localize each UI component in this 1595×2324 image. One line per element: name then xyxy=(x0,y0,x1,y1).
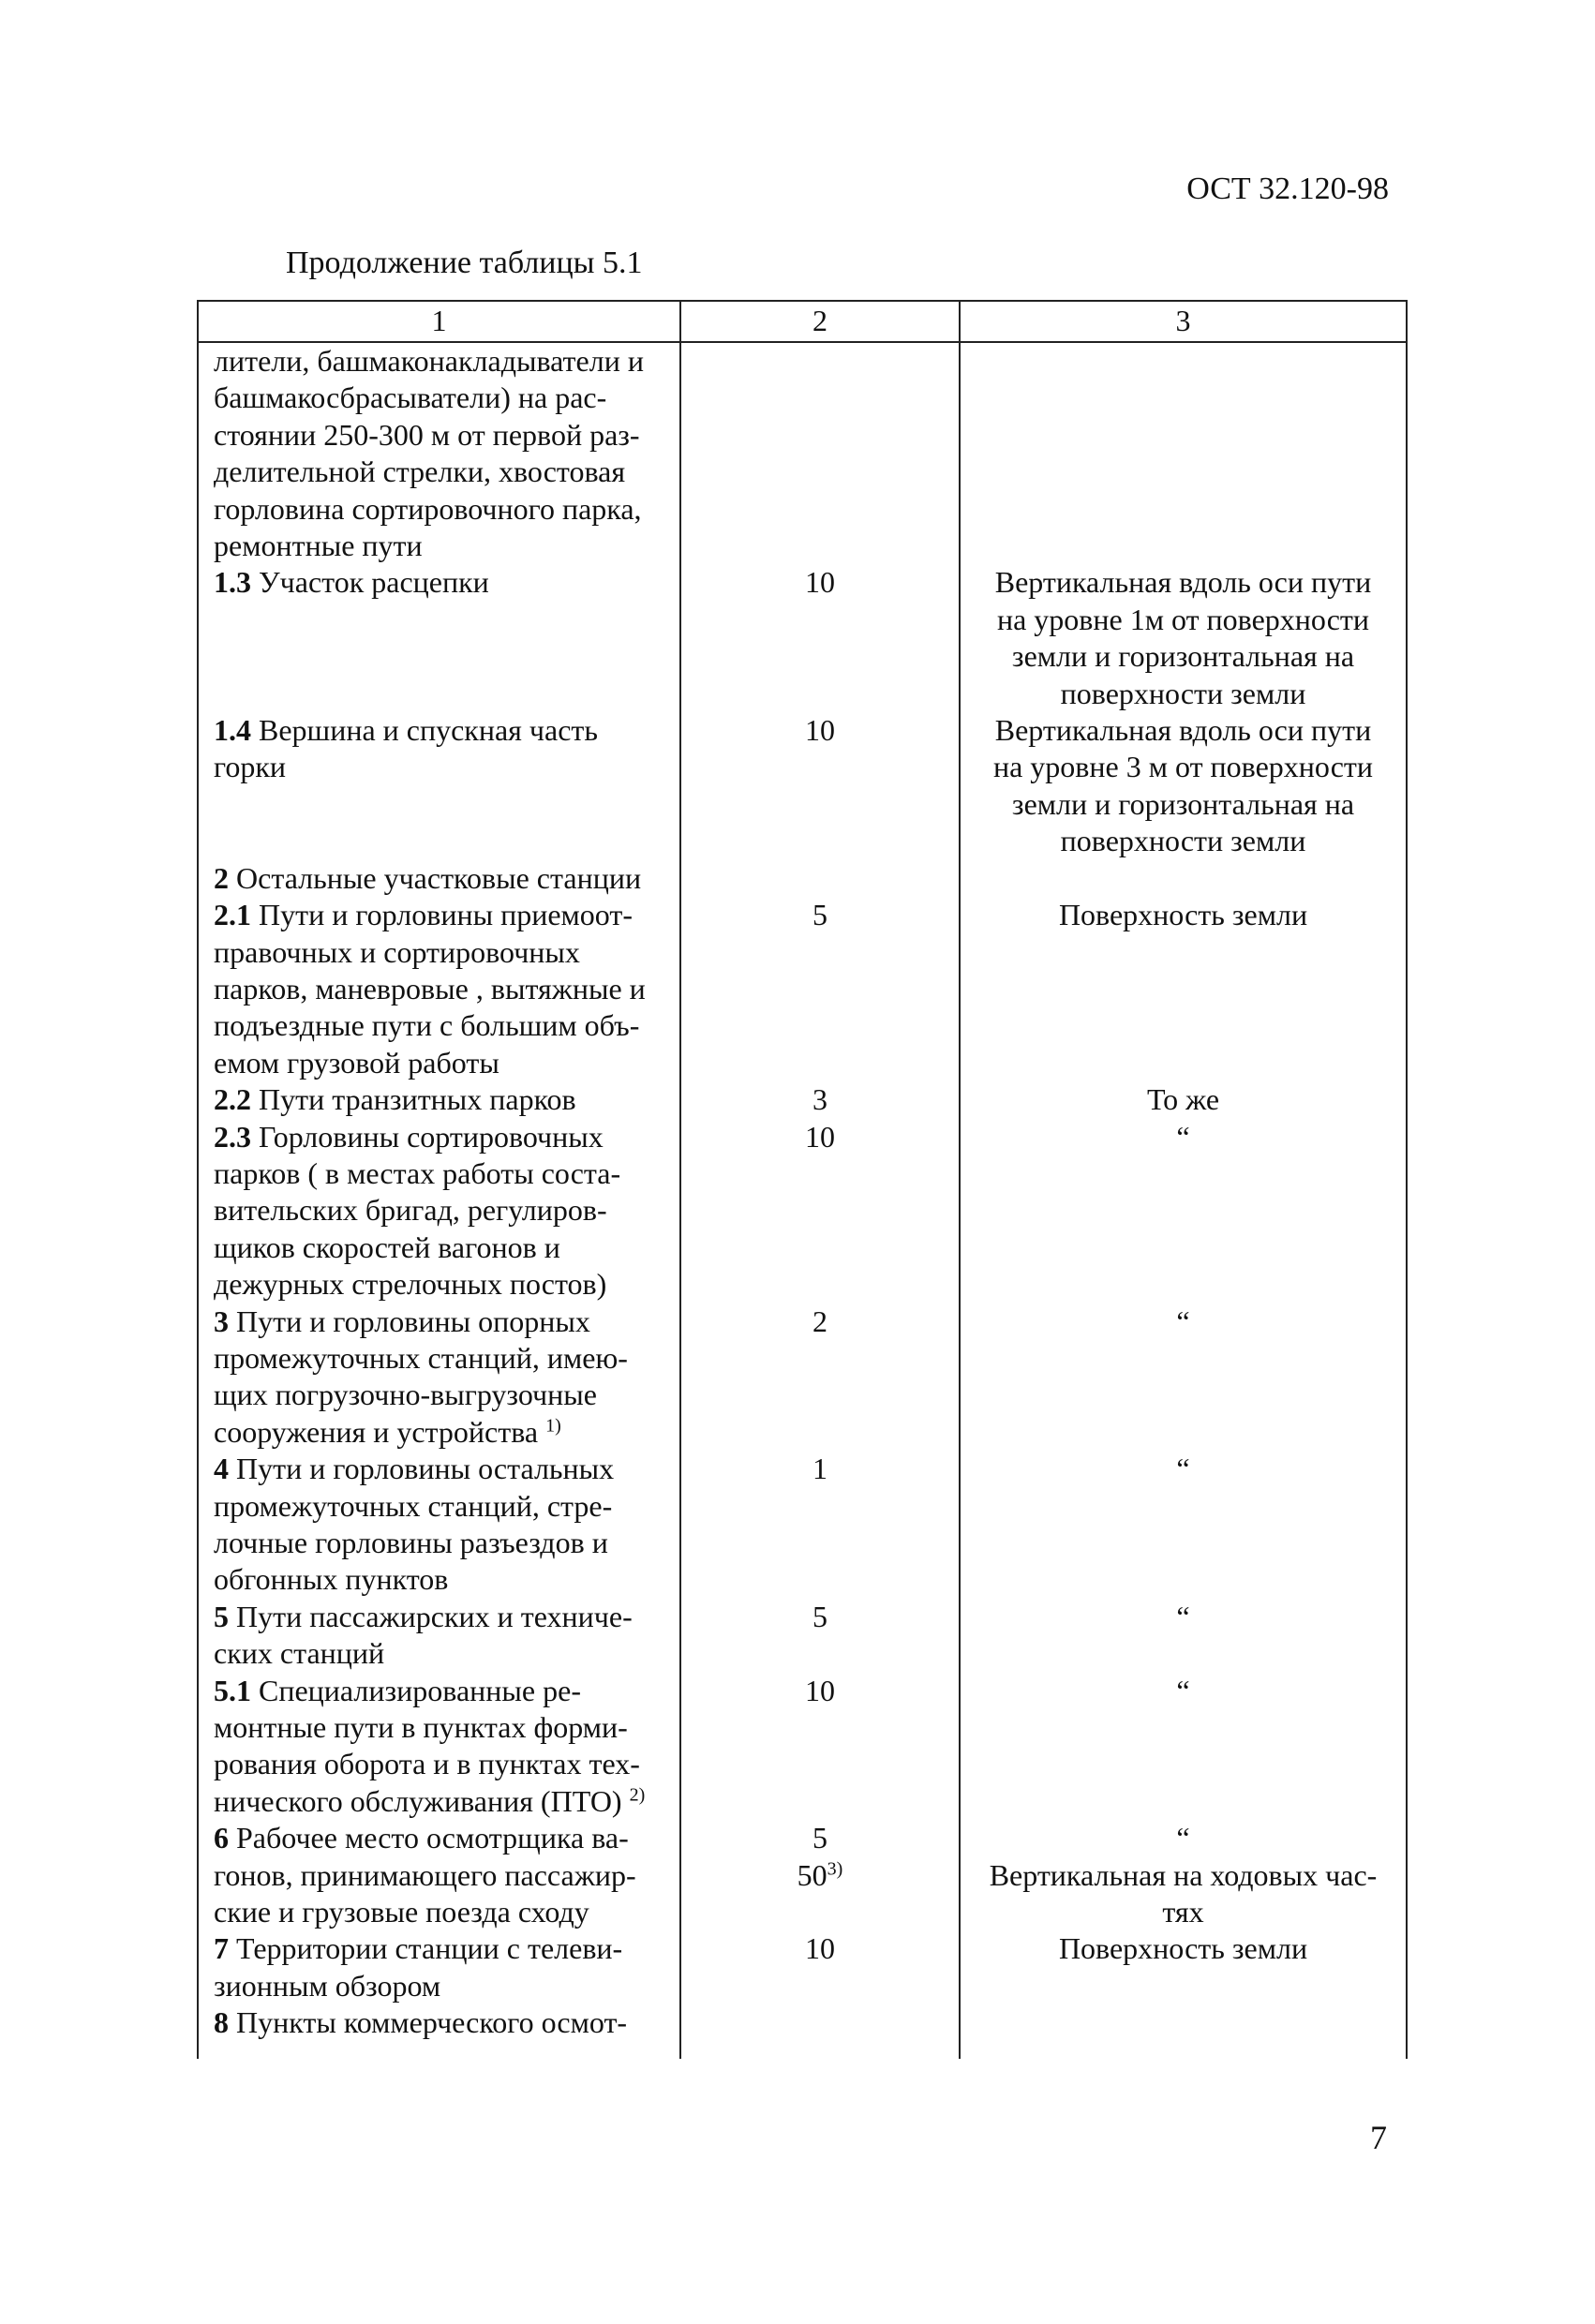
item-number: 6 xyxy=(214,1821,229,1855)
cell-norm-value xyxy=(680,712,960,860)
description-line xyxy=(214,897,668,933)
cell-plane xyxy=(960,1119,1407,1304)
description-line xyxy=(214,1525,668,1561)
cell-norm-value xyxy=(680,1119,960,1304)
cell-description xyxy=(198,1930,680,2004)
item-number: 1.4 xyxy=(214,713,251,748)
cell-description xyxy=(198,342,680,564)
description-line xyxy=(214,1968,668,2004)
norm-value-text: 10 xyxy=(805,565,835,600)
description-line xyxy=(214,1414,668,1451)
table-row xyxy=(198,1599,1407,1673)
description-text: нического обслуживания (ПТО) xyxy=(214,1783,622,1818)
plane-text: земли и горизонтальная на xyxy=(1011,786,1355,821)
description-text: рования оборота и в пунктах тех- xyxy=(214,1747,640,1781)
table-row xyxy=(198,1930,1407,2004)
description-text: щиков скоростей вагонов и xyxy=(214,1229,560,1264)
description-text: гонов, принимающего пассажир- xyxy=(214,1857,636,1892)
description-line xyxy=(214,1045,668,1081)
norm-value-text: 1 xyxy=(812,1452,827,1486)
item-number: 1.3 xyxy=(214,565,251,600)
document-code: ОСТ 32.120-98 xyxy=(1186,171,1389,206)
cell-description xyxy=(198,897,680,1081)
table-row xyxy=(198,712,1407,860)
column-header-3: 3 xyxy=(960,301,1407,342)
description-line xyxy=(214,1930,668,1967)
description-text: зионным обзором xyxy=(214,1968,441,2003)
description-line xyxy=(214,712,668,749)
norm-value xyxy=(681,897,959,933)
item-number: 2 xyxy=(214,860,229,895)
norm-value xyxy=(681,712,959,749)
cell-description xyxy=(198,1599,680,1673)
norm-value-text: 10 xyxy=(805,1119,835,1154)
norm-value-text: 50 xyxy=(797,1857,827,1892)
description-line xyxy=(214,749,668,785)
cell-norm-value xyxy=(680,1081,960,1118)
description-text: парков ( в местах работы соста- xyxy=(214,1155,621,1190)
description-text: Пункты коммерческого осмот- xyxy=(229,2005,628,2040)
description-text: лочные горловины разъездов и xyxy=(214,1526,608,1559)
plane-text: поверхности земли xyxy=(1060,676,1306,710)
description-line xyxy=(214,1488,668,1525)
plane-text: “ xyxy=(1176,1821,1190,1855)
description-text: делительной стрелки, хвостовая xyxy=(214,454,626,489)
plane-text: “ xyxy=(1176,1304,1190,1338)
item-number: 5 xyxy=(214,1599,229,1633)
table-row xyxy=(198,342,1407,564)
description-line xyxy=(214,1451,668,1487)
column-header-1: 1 xyxy=(198,301,680,342)
description-text: парков, маневровые , вытяжные и xyxy=(214,971,646,1006)
norm-value xyxy=(681,1673,959,1709)
description-text: Пути и горловины приемоот- xyxy=(251,898,633,932)
cell-description xyxy=(198,1451,680,1599)
table-row xyxy=(198,1119,1407,1304)
description-text: щих погрузочно-выгрузочные xyxy=(214,1378,597,1412)
description-text: Территории станции с телеви- xyxy=(229,1931,623,1966)
plane-text: Вертикальная на ходовых час- xyxy=(989,1857,1378,1892)
plane-text: земли и горизонтальная на xyxy=(1011,639,1355,674)
lighting-norms-table xyxy=(197,300,1408,2059)
description-line xyxy=(214,1635,668,1672)
description-line xyxy=(214,1192,668,1229)
description-text: подъездные пути с большим объ- xyxy=(214,1008,640,1043)
plane-text: на уровне 3 м от поверхности xyxy=(992,750,1374,784)
norm-value xyxy=(681,1857,959,1894)
description-line xyxy=(214,1229,668,1266)
description-line xyxy=(214,1783,668,1820)
item-number: 5.1 xyxy=(214,1673,251,1707)
item-number: 2.3 xyxy=(214,1119,251,1154)
description-line xyxy=(214,454,668,490)
cell-plane xyxy=(960,1599,1407,1673)
description-line xyxy=(214,1304,668,1340)
plane-text: на уровне 1м от поверхности xyxy=(996,602,1370,636)
cell-plane xyxy=(960,1304,1407,1452)
cell-plane xyxy=(960,564,1407,712)
table-row xyxy=(198,1451,1407,1599)
description-line xyxy=(214,417,668,454)
description-line xyxy=(214,1599,668,1635)
cell-plane xyxy=(960,1820,1407,1930)
description-text: ских станций xyxy=(214,1636,385,1671)
plane-text: поверхности земли xyxy=(1060,824,1306,858)
description-text: Пути пассажирских и техниче- xyxy=(229,1599,633,1633)
plane-text: Вертикальная вдоль оси пути xyxy=(994,713,1372,748)
table-row xyxy=(198,860,1407,897)
cell-norm-value xyxy=(680,860,960,897)
description-line xyxy=(214,2004,668,2041)
description-line xyxy=(214,934,668,971)
description-text: вительских бригад, регулиров- xyxy=(214,1193,607,1228)
description-text: обгонных пунктов xyxy=(214,1562,449,1597)
item-number: 2.2 xyxy=(214,1082,251,1117)
norm-value xyxy=(681,1820,959,1856)
plane-text: “ xyxy=(1176,1452,1190,1486)
description-line xyxy=(214,1266,668,1303)
norm-value xyxy=(681,1451,959,1487)
cell-description xyxy=(198,860,680,897)
norm-value xyxy=(681,1119,959,1155)
description-line xyxy=(214,1340,668,1377)
cell-norm-value xyxy=(680,1304,960,1452)
row-spacer xyxy=(214,602,668,638)
cell-norm-value xyxy=(680,564,960,712)
item-number: 2.1 xyxy=(214,898,251,932)
description-line xyxy=(214,380,668,416)
description-line xyxy=(214,564,668,601)
norm-value xyxy=(681,1930,959,1967)
cell-norm-value xyxy=(680,2004,960,2058)
description-text: Участок расцепки xyxy=(251,565,489,600)
table-row xyxy=(198,564,1407,712)
table-row xyxy=(198,1673,1407,1821)
footnote-mark: 3) xyxy=(827,1858,843,1879)
norm-value-text: 10 xyxy=(805,1931,835,1966)
description-text: промежуточных станций, стре- xyxy=(214,1488,613,1523)
cell-description xyxy=(198,2004,680,2058)
description-text: стоянии 250-300 м от первой раз- xyxy=(214,417,640,452)
cell-plane xyxy=(960,342,1407,564)
cell-plane xyxy=(960,860,1407,897)
table-row xyxy=(198,1081,1407,1118)
cell-norm-value xyxy=(680,1451,960,1599)
description-line xyxy=(214,1007,668,1044)
norm-value xyxy=(681,1599,959,1635)
table-body xyxy=(198,342,1407,2059)
cell-description xyxy=(198,1820,680,1930)
column-header-2: 2 xyxy=(680,301,960,342)
description-text: горловина сортировочного парка, xyxy=(214,491,642,526)
cell-description xyxy=(198,1304,680,1452)
table-row xyxy=(198,1304,1407,1452)
description-text: Пути транзитных парков xyxy=(251,1082,576,1117)
plane-text: Вертикальная вдоль оси пути xyxy=(994,565,1372,600)
cell-plane xyxy=(960,1081,1407,1118)
item-number: 7 xyxy=(214,1931,229,1966)
description-text: монтные пути в пунктах форми- xyxy=(214,1710,628,1745)
norm-value-text: 2 xyxy=(812,1304,827,1338)
cell-norm-value xyxy=(680,342,960,564)
table-caption: Продолжение таблицы 5.1 xyxy=(286,246,643,280)
plane-text: “ xyxy=(1176,1673,1190,1707)
description-line xyxy=(214,860,668,897)
plane-text: Поверхность земли xyxy=(1058,898,1308,932)
description-line xyxy=(214,1746,668,1782)
description-line xyxy=(214,343,668,380)
cell-norm-value xyxy=(680,1930,960,2004)
description-text: Пути и горловины остальных xyxy=(229,1452,615,1486)
norm-value-text: 3 xyxy=(812,1082,827,1117)
cell-norm-value xyxy=(680,1673,960,1821)
description-text: правочных и сортировочных xyxy=(214,934,580,969)
cell-plane xyxy=(960,897,1407,1081)
description-text: промежуточных станций, имею- xyxy=(214,1340,628,1375)
description-line xyxy=(214,1894,668,1930)
norm-value xyxy=(681,564,959,601)
cell-description xyxy=(198,1119,680,1304)
cell-norm-value xyxy=(680,1820,960,1930)
description-line xyxy=(214,1119,668,1155)
description-text: башмакосбрасыватели) на рас- xyxy=(214,380,607,415)
cell-plane xyxy=(960,2004,1407,2058)
description-text: ские и грузовые поезда сходу xyxy=(214,1895,589,1929)
table-row xyxy=(198,2004,1407,2058)
cell-plane xyxy=(960,1930,1407,2004)
description-text: горки xyxy=(214,750,286,784)
norm-value-text: 5 xyxy=(812,1599,827,1633)
norm-value xyxy=(681,1081,959,1118)
norm-value-text: 10 xyxy=(805,1673,835,1707)
cell-plane xyxy=(960,712,1407,860)
description-line xyxy=(214,1820,668,1856)
description-text: Остальные участковые станции xyxy=(229,860,642,895)
table-row xyxy=(198,897,1407,1081)
description-text: сооружения и устройства xyxy=(214,1414,539,1449)
cell-plane xyxy=(960,1451,1407,1599)
description-text: Пути и горловины опорных xyxy=(229,1304,590,1338)
description-line xyxy=(214,1377,668,1413)
plane-text: тях xyxy=(1162,1895,1204,1929)
description-text: Горловины сортировочных xyxy=(251,1119,604,1154)
description-text: дежурных стрелочных постов) xyxy=(214,1267,607,1302)
description-line xyxy=(214,1081,668,1118)
description-line xyxy=(214,1709,668,1746)
description-line xyxy=(214,971,668,1007)
description-line xyxy=(214,1561,668,1598)
table-header-row xyxy=(198,301,1407,342)
norm-value-text: 10 xyxy=(805,713,835,748)
plane-text: “ xyxy=(1176,1119,1190,1154)
description-text: ремонтные пути xyxy=(214,529,423,563)
description-text: лители, башмаконакладыватели и xyxy=(214,344,644,378)
footnote-mark: 2) xyxy=(629,1784,646,1806)
plane-text: “ xyxy=(1176,1599,1190,1633)
description-text: емом грузовой работы xyxy=(214,1045,499,1080)
footnote-mark: 1) xyxy=(545,1415,561,1437)
description-line xyxy=(214,491,668,528)
description-text: Вершина и спускная часть xyxy=(251,713,598,748)
description-line xyxy=(214,528,668,564)
page-number: 7 xyxy=(1370,2119,1387,2156)
table-row xyxy=(198,1820,1407,1930)
description-line xyxy=(214,1857,668,1894)
cell-description xyxy=(198,712,680,860)
plane-text: То же xyxy=(1146,1082,1220,1117)
item-number: 3 xyxy=(214,1304,229,1338)
cell-norm-value xyxy=(680,1599,960,1673)
plane-text: Поверхность земли xyxy=(1058,1931,1308,1966)
description-line xyxy=(214,1155,668,1192)
description-text: Специализированные ре- xyxy=(251,1673,581,1707)
cell-description xyxy=(198,1081,680,1118)
cell-description xyxy=(198,564,680,712)
description-line xyxy=(214,1673,668,1709)
description-text: Рабочее место осмотрщика ва- xyxy=(229,1821,629,1855)
cell-plane xyxy=(960,1673,1407,1821)
item-number: 8 xyxy=(214,2005,229,2040)
norm-value-text: 5 xyxy=(812,1821,827,1855)
cell-description xyxy=(198,1673,680,1821)
norm-value xyxy=(681,1304,959,1340)
cell-norm-value xyxy=(680,897,960,1081)
norm-value-text: 5 xyxy=(812,898,827,932)
item-number: 4 xyxy=(214,1452,229,1486)
